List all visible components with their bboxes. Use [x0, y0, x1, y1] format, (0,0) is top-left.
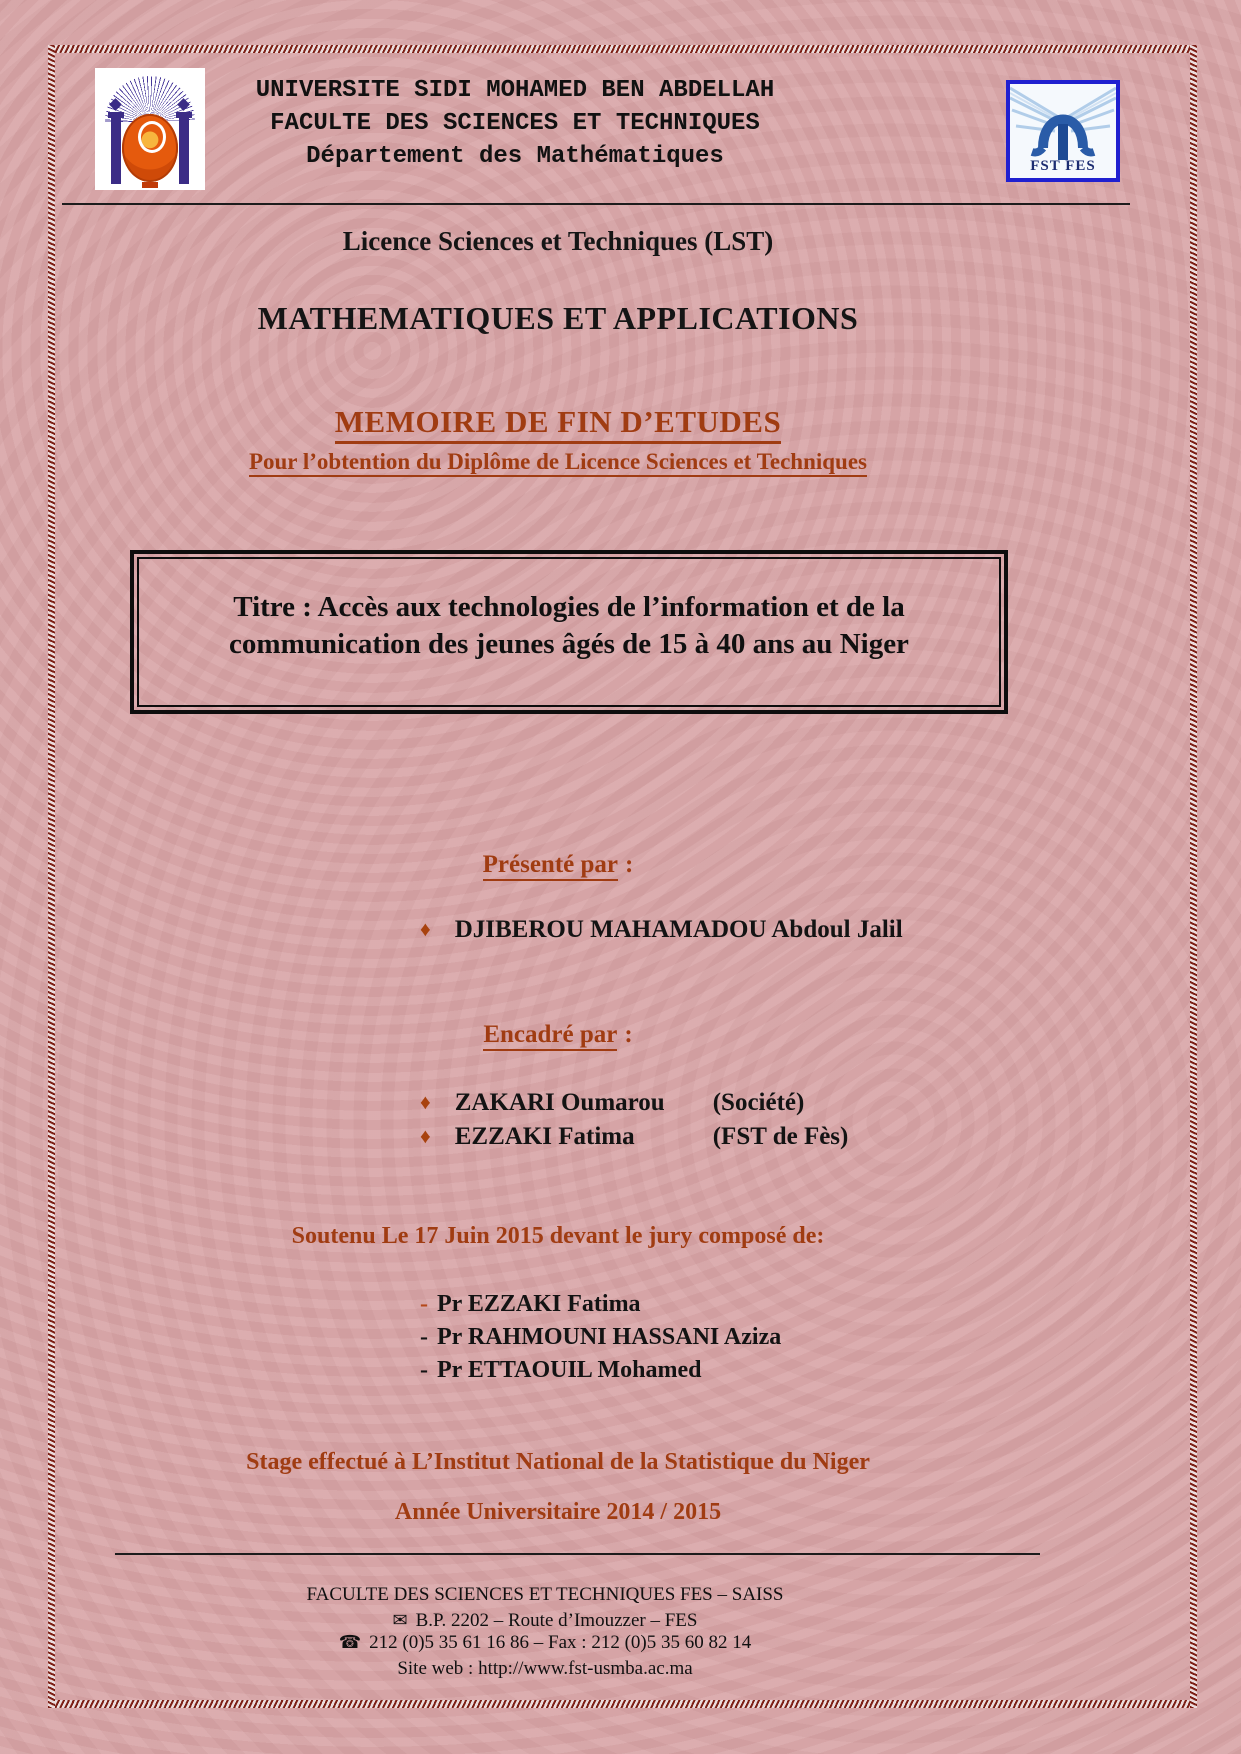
- presented-colon: :: [625, 851, 634, 878]
- academic-year: Année Universitaire 2014 / 2015: [394, 1499, 722, 1525]
- jury-name: Pr RAHMOUNI HASSANI Aziza: [437, 1324, 782, 1350]
- phone-icon: ☎: [338, 1632, 362, 1652]
- jury-dash: -: [420, 1291, 428, 1317]
- supervisor-affiliation: (FST de Fès): [712, 1123, 849, 1150]
- jury-member: [420, 1324, 781, 1350]
- supervisor-name: EZZAKI Fatima: [454, 1123, 635, 1150]
- supervised-label: Encadré par: [483, 1021, 617, 1051]
- mail-icon: ✉: [392, 1610, 408, 1630]
- footer-address: B.P. 2202 – Route d’Imouzzer – FES: [415, 1610, 698, 1631]
- supervised-colon: :: [624, 1021, 633, 1048]
- footer-divider: [115, 1553, 1040, 1555]
- specialty-title: MATHEMATIQUES ET APPLICATIONS: [257, 300, 859, 336]
- thesis-title: Titre : Accès aux technologies de l’information et de la communication des jeunes âgés de 15 à 40 ans au Niger: [137, 557, 1001, 707]
- jury-member: [420, 1291, 641, 1317]
- footer-institution: FACULTE DES SCIENCES ET TECHNIQUES FES – SAISS: [306, 1584, 784, 1605]
- decorative-border-top: [48, 45, 1197, 53]
- jury-member: [420, 1357, 701, 1383]
- internship-location: Stage effectué à L’Institut National de la Statistique du Niger: [246, 1449, 870, 1475]
- defense-heading: Soutenu Le 17 Juin 2015 devant le jury composé de:: [291, 1223, 825, 1249]
- program-title: Licence Sciences et Techniques (LST): [342, 226, 774, 256]
- memoir-subtitle: [60, 449, 1056, 475]
- faculty-name: FACULTE DES SCIENCES ET TECHNIQUES: [270, 110, 760, 137]
- diamond-bullet-icon: ♦: [420, 1124, 431, 1148]
- supervisor-name: ZAKARI Oumarou: [454, 1089, 665, 1116]
- decorative-border-right: [1190, 45, 1197, 1708]
- supervisor-row: [420, 1123, 848, 1151]
- jury-dash: -: [420, 1357, 428, 1383]
- university-name: UNIVERSITE SIDI MOHAMED BEN ABDELLAH: [255, 77, 775, 104]
- diamond-bullet-icon: ♦: [420, 1090, 431, 1114]
- supervisor-affiliation: (Société): [712, 1089, 805, 1116]
- footer-phone-line: [60, 1632, 1030, 1653]
- student-name: DJIBEROU MAHAMADOU Abdoul Jalil: [454, 916, 903, 943]
- fst-logo-symbol-icon: [1010, 84, 1116, 162]
- fst-logo-label: FST FES: [1030, 158, 1096, 174]
- thesis-title-box: [130, 550, 1008, 714]
- fst-fes-logo: [1006, 80, 1120, 182]
- footer-website: Site web : http://www.fst-usmba.ac.ma: [397, 1658, 693, 1679]
- decorative-border-left: [48, 45, 55, 1708]
- emblem-right-column-icon: [179, 112, 189, 184]
- memoir-title: [60, 404, 1056, 440]
- usmba-university-logo: [95, 68, 205, 190]
- emblem-left-column-icon: [111, 112, 121, 184]
- diamond-bullet-icon: ♦: [420, 917, 431, 941]
- student-row: [420, 916, 903, 944]
- jury-name: Pr EZZAKI Fatima: [437, 1291, 641, 1317]
- footer-phone: 212 (0)5 35 61 16 86 – Fax : 212 (0)5 35 60 82 14: [369, 1632, 752, 1653]
- university-header: [230, 74, 800, 173]
- presented-heading: [60, 851, 1056, 880]
- decorative-border-bottom: [48, 1700, 1197, 1708]
- jury-dash: -: [420, 1324, 428, 1350]
- jury-name: Pr ETTAOUIL Mohamed: [437, 1357, 702, 1383]
- memoir-title-text: MEMOIRE DE FIN D’ETUDES: [335, 404, 781, 444]
- memoir-subtitle-text: Pour l’obtention du Diplôme de Licence Sciences et Techniques: [249, 449, 867, 477]
- footer-address-line: [60, 1610, 1030, 1631]
- emblem-medallion-icon: [122, 114, 178, 182]
- supervisor-row: [420, 1089, 804, 1117]
- department-name: Département des Mathématiques: [306, 143, 724, 170]
- header-divider: [62, 203, 1130, 205]
- supervised-heading: [60, 1021, 1056, 1050]
- presented-label: Présenté par: [483, 851, 618, 881]
